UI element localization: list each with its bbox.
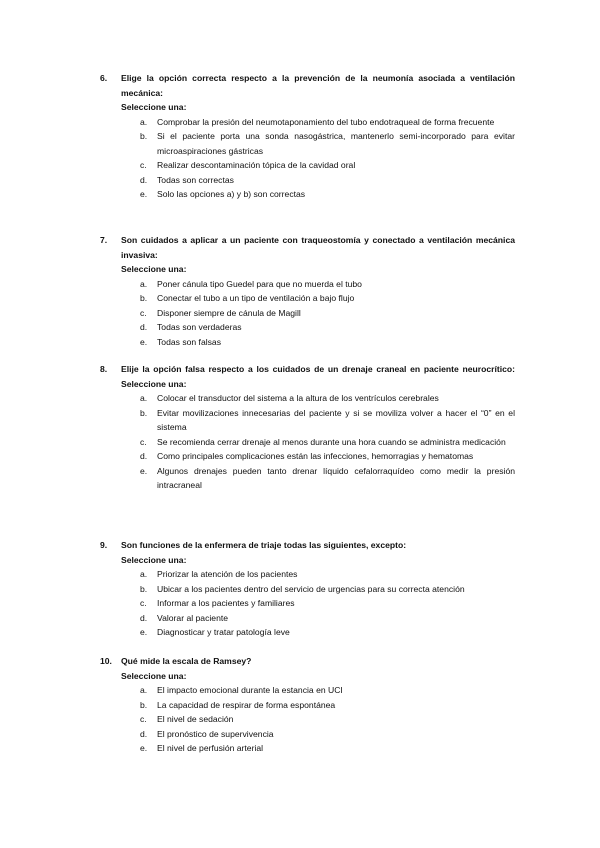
option-a[interactable] <box>100 683 515 698</box>
question-7 <box>100 233 515 349</box>
option-letter: c. <box>140 160 147 170</box>
option-list <box>100 391 515 493</box>
question-text: Qué mide la escala de Ramsey? <box>121 656 252 666</box>
question-number: 10. <box>100 656 112 666</box>
option-text: Disponer siempre de cánula de Magill <box>157 307 301 318</box>
option-letter: b. <box>140 699 148 710</box>
option-b[interactable] <box>100 582 515 597</box>
option-letter: e. <box>140 627 148 637</box>
option-list <box>100 277 515 350</box>
option-text: Realizar descontaminación tópica de la cavidad oral <box>157 160 356 170</box>
option-letter: a. <box>140 569 148 579</box>
option-text: Colocar el transductor del sistema a la altura de los ventrículos cerebrales <box>157 393 439 403</box>
option-letter: b. <box>140 407 148 418</box>
option-text: Todas son verdaderas <box>157 322 242 332</box>
option-list <box>100 683 515 756</box>
option-list <box>100 115 515 202</box>
option-a[interactable] <box>100 115 515 130</box>
option-text: Diagnosticar y tratar patología leve <box>157 627 290 637</box>
option-text: Se recomienda cerrar drenaje al menos durante una hora cuando se administra medicación <box>157 436 506 447</box>
question-heading <box>100 233 515 262</box>
option-text: Todas son falsas <box>157 336 222 347</box>
option-letter: e. <box>140 189 148 199</box>
option-text: Todas son correctas <box>157 174 234 185</box>
option-text: Si el paciente porta una sonda nasogástrica, mantenerlo semi-incorporado para evitar microaspiraciones gástricas <box>157 131 515 156</box>
question-heading <box>100 538 515 553</box>
question-text: Son cuidados a aplicar a un paciente con traqueostomía y conectado a ventilación mecánica invasiva: <box>121 235 515 260</box>
option-letter: a. <box>140 116 148 127</box>
option-text: Evitar movilizaciones innecesarias del paciente y si se moviliza volver a hacer el “0” en el sistema <box>157 407 515 432</box>
option-letter: d. <box>140 451 148 461</box>
select-label: Seleccione una: <box>121 102 187 112</box>
option-c[interactable] <box>100 306 515 321</box>
question-heading <box>100 71 515 100</box>
option-letter: d. <box>140 612 148 623</box>
option-e[interactable] <box>100 464 515 493</box>
option-b[interactable] <box>100 129 515 158</box>
option-list <box>100 567 515 640</box>
option-a[interactable] <box>100 277 515 292</box>
option-d[interactable] <box>100 727 515 742</box>
option-text: Priorizar la atención de los pacientes <box>157 569 298 579</box>
option-text: El impacto emocional durante la estancia en UCI <box>157 685 343 695</box>
option-letter: c. <box>140 436 147 447</box>
option-e[interactable] <box>100 741 515 756</box>
question-number: 9. <box>100 540 108 550</box>
option-d[interactable] <box>100 611 515 626</box>
option-b[interactable] <box>100 291 515 306</box>
option-b[interactable] <box>100 406 515 435</box>
select-label: Seleccione una: <box>121 554 187 565</box>
option-letter: d. <box>140 728 148 739</box>
question-text: Elige la opción correcta respecto a la prevención de la neumonía asociada a ventilación mecánica: <box>121 73 515 98</box>
option-text: El nivel de perfusión arterial <box>157 743 264 753</box>
option-text: Valorar al paciente <box>157 612 229 623</box>
question-6 <box>100 71 515 202</box>
question-9 <box>100 538 515 640</box>
option-text: Comprobar la presión del neumotaponamiento del tubo endotraqueal de forma frecuente <box>157 116 495 127</box>
option-text: Poner cánula tipo Guedel para que no muerda el tubo <box>157 278 362 289</box>
question-number: 8. <box>100 364 108 374</box>
option-letter: e. <box>140 336 148 347</box>
option-letter: a. <box>140 685 148 695</box>
select-label: Seleccione una: <box>121 264 187 274</box>
question-number: 6. <box>100 73 108 83</box>
select-label: Seleccione una: <box>121 670 187 681</box>
question-heading <box>100 362 515 391</box>
option-text: Como principales complicaciones están las infecciones, hemorragias y hematomas <box>157 451 474 461</box>
option-e[interactable] <box>100 625 515 640</box>
option-letter: d. <box>140 322 148 332</box>
question-text: Son funciones de la enfermera de triaje todas las siguientes, excepto: <box>121 540 407 550</box>
option-letter: a. <box>140 278 148 289</box>
option-letter: e. <box>140 743 148 753</box>
option-a[interactable] <box>100 567 515 582</box>
option-text: El nivel de sedación <box>157 714 234 724</box>
option-letter: e. <box>140 465 148 476</box>
question-8 <box>100 362 515 493</box>
option-letter: d. <box>140 174 148 185</box>
question-number: 7. <box>100 235 108 245</box>
option-letter: c. <box>140 598 147 608</box>
option-text: Solo las opciones a) y b) son correctas <box>157 189 306 199</box>
option-a[interactable] <box>100 391 515 406</box>
option-letter: a. <box>140 393 148 403</box>
option-text: Conectar el tubo a un tipo de ventilación a bajo flujo <box>157 293 355 303</box>
option-c[interactable] <box>100 712 515 727</box>
question-text: Elije la opción falsa respecto a los cuidados de un drenaje craneal en paciente neurocrítico: Seleccione una: <box>121 364 515 389</box>
option-text: Informar a los pacientes y familiares <box>157 598 295 608</box>
option-d[interactable] <box>100 320 515 335</box>
option-c[interactable] <box>100 435 515 450</box>
option-text: La capacidad de respirar de forma espontánea <box>157 699 336 710</box>
option-text: Algunos drenajes pueden tanto drenar líquido cefalorraquídeo como medir la presión intracraneal <box>157 465 515 490</box>
option-c[interactable] <box>100 158 515 173</box>
option-text: El pronóstico de supervivencia <box>157 728 274 739</box>
option-c[interactable] <box>100 596 515 611</box>
option-d[interactable] <box>100 449 515 464</box>
option-e[interactable] <box>100 187 515 202</box>
question-10 <box>100 654 515 756</box>
option-e[interactable] <box>100 335 515 350</box>
option-d[interactable] <box>100 173 515 188</box>
option-text: Ubicar a los pacientes dentro del servicio de urgencias para su correcta atención <box>157 583 465 594</box>
option-letter: b. <box>140 583 148 594</box>
question-heading <box>100 654 515 669</box>
option-letter: b. <box>140 131 148 141</box>
option-letter: b. <box>140 293 148 303</box>
option-letter: c. <box>140 714 147 724</box>
option-b[interactable] <box>100 698 515 713</box>
option-letter: c. <box>140 307 147 318</box>
